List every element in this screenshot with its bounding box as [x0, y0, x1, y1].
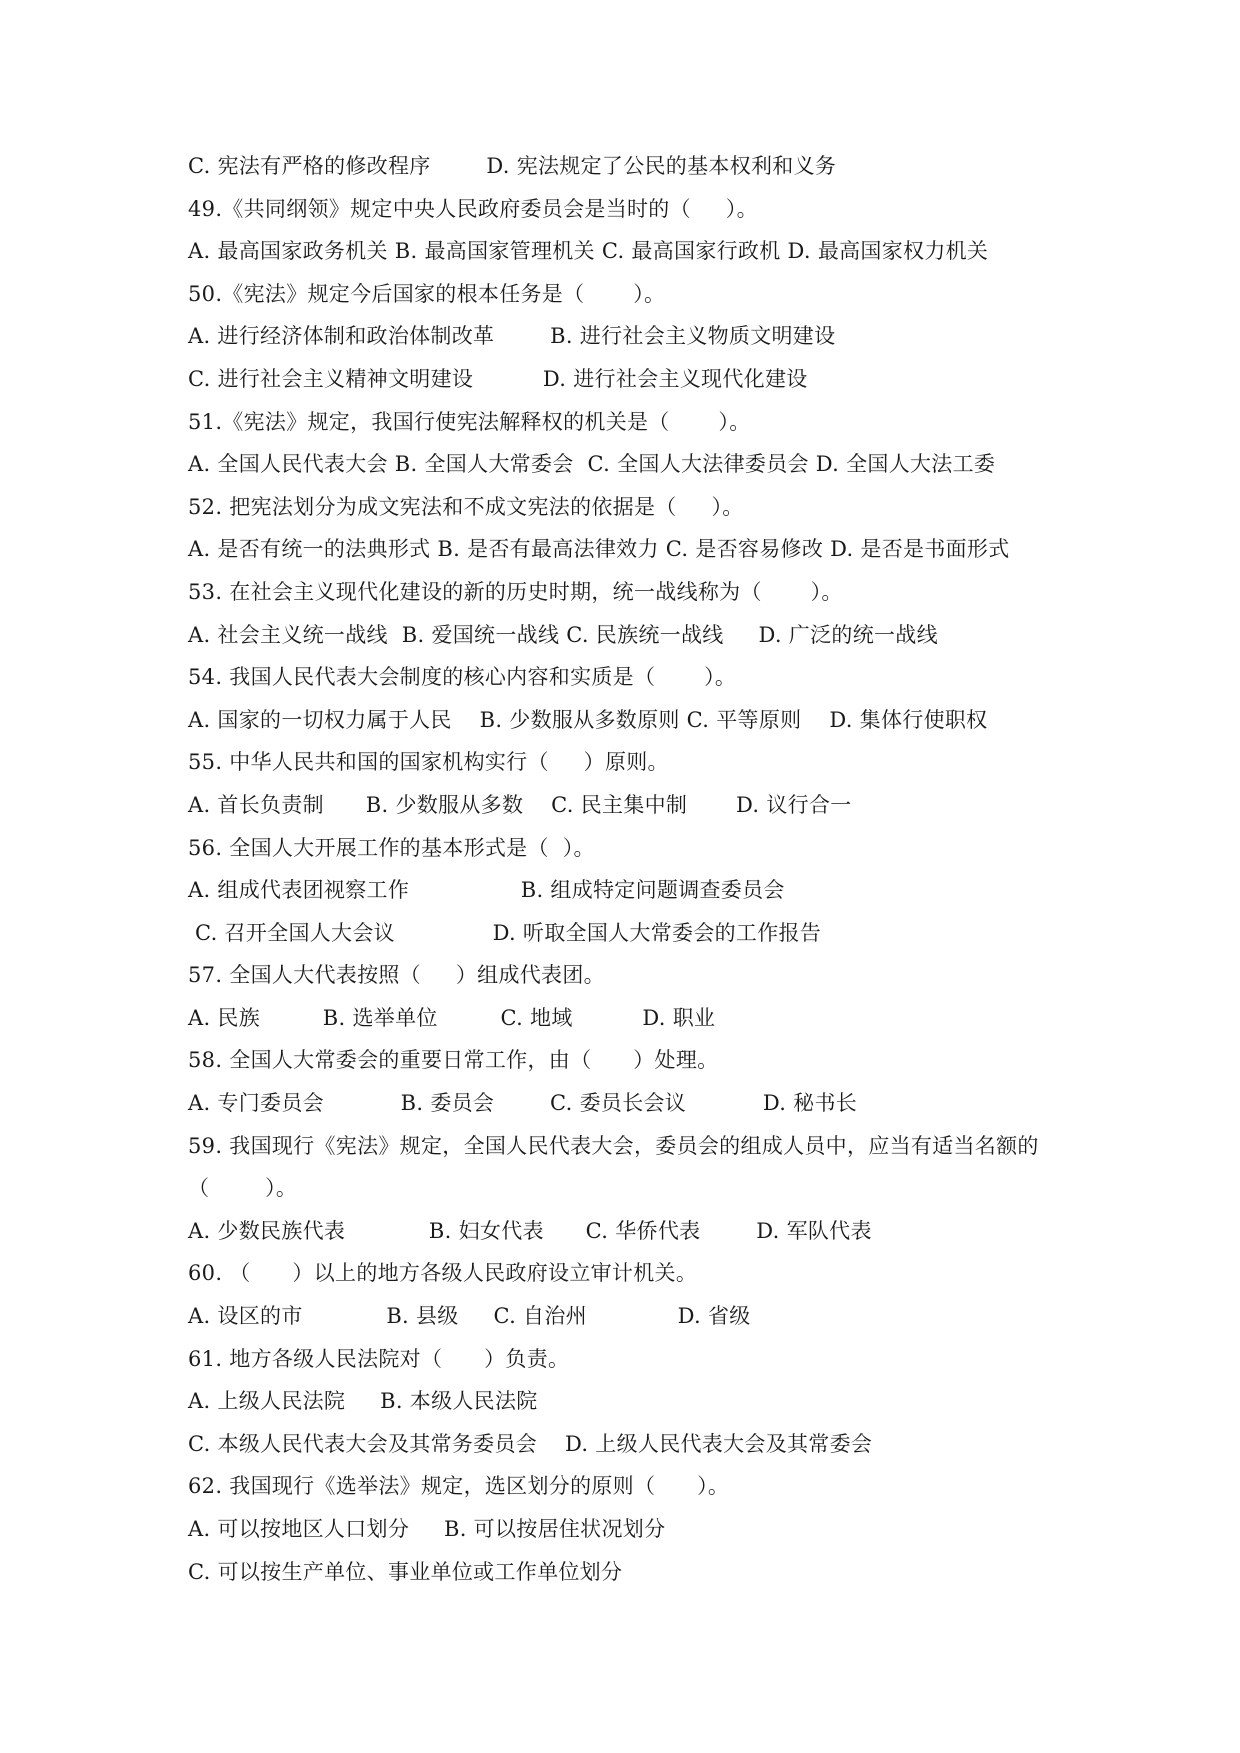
question-list [188, 145, 1068, 1593]
options-58: A. 专门委员会 B. 委员会 C. 委员长会议 D. 秘书长 [188, 1091, 858, 1116]
question-59-blank: （ ）。 [188, 1176, 298, 1201]
question-62: 62. 我国现行《选举法》规定，选区划分的原则（ ）。 [188, 1474, 730, 1499]
question-54: 54. 我国人民代表大会制度的核心内容和实质是（ ）。 [188, 665, 737, 690]
question-55: 55. 中华人民共和国的国家机构实行（ ）原则。 [188, 750, 669, 775]
question-49: 49.《共同纲领》规定中央人民政府委员会是当时的（ ）。 [188, 196, 758, 221]
options-60: A. 设区的市 B. 县级 C. 自治州 D. 省级 [188, 1304, 751, 1329]
options-50-cd: C. 进行社会主义精神文明建设 D. 进行社会主义现代化建设 [188, 366, 808, 391]
question-58: 58. 全国人大常委会的重要日常工作，由（ ）处理。 [188, 1048, 719, 1073]
options-53: A. 社会主义统一战线 B. 爱国统一战线 C. 民族统一战线 D. 广泛的统一战线 [188, 622, 938, 647]
options-62-ab: A. 可以按地区人口划分 B. 可以按居住状况划分 [188, 1517, 666, 1541]
question-50: 50.《宪法》规定今后国家的根本任务是（ ）。 [188, 281, 666, 306]
options-52: A. 是否有统一的法典形式 B. 是否有最高法律效力 C. 是否容易修改 D. 是否是书面形式 [188, 537, 1010, 562]
options-61-cd: C. 本级人民代表大会及其常务委员会 D. 上级人民代表大会及其常委会 [188, 1431, 873, 1456]
options-50-ab: A. 进行经济体制和政治体制改革 B. 进行社会主义物质文明建设 [188, 324, 836, 349]
options-51: A. 全国人民代表大会 B. 全国人大常委会 C. 全国人大法律委员会 D. 全国人大法工委 [188, 452, 996, 477]
question-60: 60. （ ）以上的地方各级人民政府设立审计机关。 [188, 1261, 698, 1286]
question-57: 57. 全国人大代表按照（ ）组成代表团。 [188, 963, 605, 988]
option-line: C. 宪法有严格的修改程序 D. 宪法规定了公民的基本权利和义务 [188, 154, 837, 178]
options-55: A. 首长负责制 B. 少数服从多数 C. 民主集中制 D. 议行合一 [188, 792, 852, 817]
options-49: A. 最高国家政务机关 B. 最高国家管理机关 C. 最高国家行政机 D. 最高国家权力机关 [188, 239, 989, 264]
question-61: 61. 地方各级人民法院对（ ）负责。 [188, 1346, 570, 1371]
question-59: 59. 我国现行《宪法》规定，全国人民代表大会，委员会的组成人员中，应当有适当名额的 [188, 1133, 1039, 1158]
question-53: 53. 在社会主义现代化建设的新的历史时期，统一战线称为（ ）。 [188, 579, 843, 604]
options-54: A. 国家的一切权力属于人民 B. 少数服从多数原则 C. 平等原则 D. 集体行使职权 [188, 707, 988, 732]
options-56-cd: C. 召开全国人大会议 D. 听取全国人大常委会的工作报告 [188, 920, 822, 945]
question-52: 52. 把宪法划分为成文宪法和不成文宪法的依据是（ ）。 [188, 494, 744, 519]
question-56: 56. 全国人大开展工作的基本形式是（ ）。 [188, 835, 595, 860]
options-56-ab: A. 组成代表团视察工作 B. 组成特定问题调查委员会 [188, 878, 785, 903]
options-57: A. 民族 B. 选举单位 C. 地域 D. 职业 [188, 1005, 716, 1030]
options-62-c: C. 可以按生产单位、事业单位或工作单位划分 [188, 1559, 623, 1584]
options-59: A. 少数民族代表 B. 妇女代表 C. 华侨代表 D. 军队代表 [188, 1218, 872, 1243]
options-61-ab: A. 上级人民法院 B. 本级人民法院 [188, 1389, 538, 1414]
question-51: 51.《宪法》规定，我国行使宪法解释权的机关是（ ）。 [188, 409, 751, 434]
